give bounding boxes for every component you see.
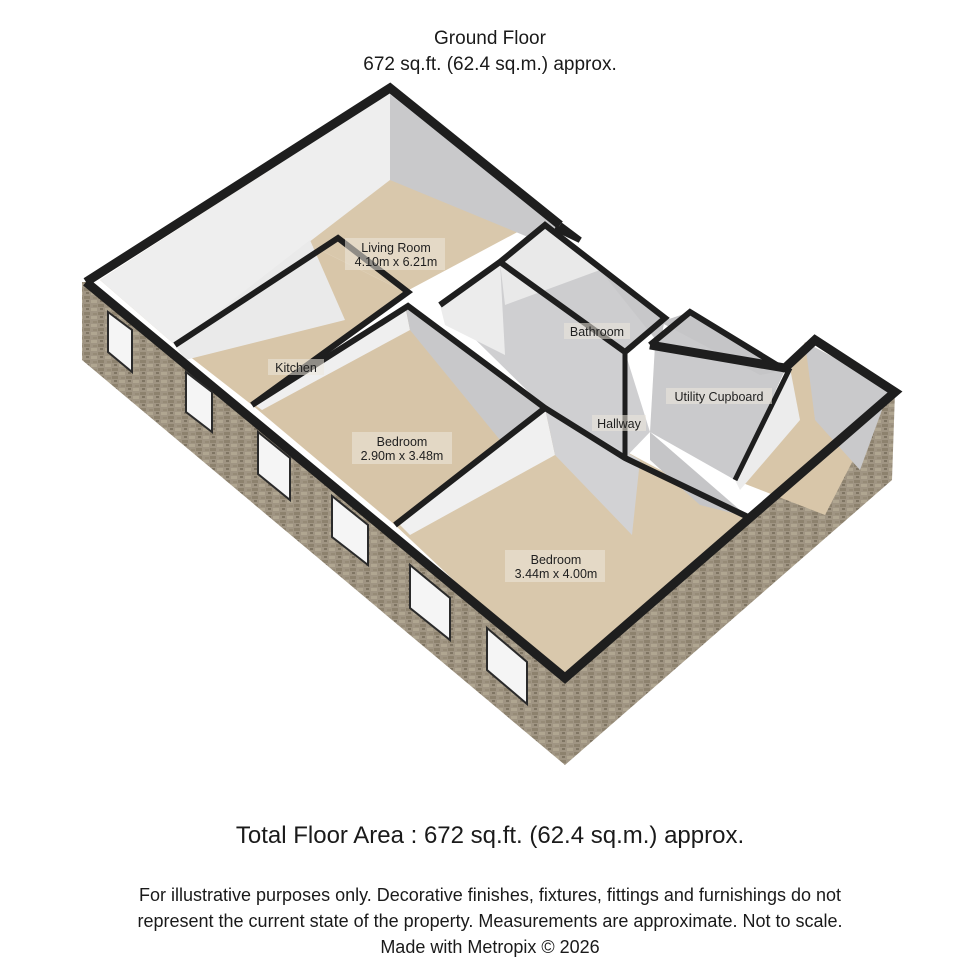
label-bathroom [564, 323, 630, 339]
svg-text:Bedroom: Bedroom [376, 435, 428, 449]
label-bedroom-2 [505, 550, 605, 582]
disclaimer-line-1: For illustrative purposes only. Decorative finishes, fixtures, fittings and furnishings do not [139, 885, 841, 905]
svg-text:3.44m x 4.00m: 3.44m x 4.00m [514, 567, 598, 581]
total-floor-area: Total Floor Area : 672 sq.ft. (62.4 sq.m.) approx. [235, 822, 745, 849]
label-utility-cupboard [666, 388, 772, 404]
label-living-room [345, 238, 445, 270]
svg-text:Living Room: Living Room [361, 241, 431, 255]
svg-text:Utility Cupboard: Utility Cupboard [674, 390, 764, 404]
label-kitchen [268, 359, 324, 375]
label-bedroom-1 [352, 432, 452, 464]
credit-line: Made with Metropix © 2026 [380, 937, 600, 957]
disclaimer [60, 882, 920, 960]
svg-text:Bathroom: Bathroom [569, 325, 625, 339]
svg-text:2.90m x 3.48m: 2.90m x 3.48m [360, 449, 444, 463]
disclaimer-line-2: represent the current state of the property. Measurements are approximate. Not to scale. [137, 911, 843, 931]
label-hallway [592, 415, 646, 431]
floor-name: Ground Floor [434, 28, 546, 49]
svg-text:Hallway: Hallway [597, 417, 641, 431]
svg-text:Bedroom: Bedroom [530, 553, 582, 567]
svg-text:Kitchen: Kitchen [275, 361, 317, 375]
floor-area: 672 sq.ft. (62.4 sq.m.) approx. [363, 54, 617, 75]
svg-text:4.10m x 6.21m: 4.10m x 6.21m [354, 255, 438, 269]
